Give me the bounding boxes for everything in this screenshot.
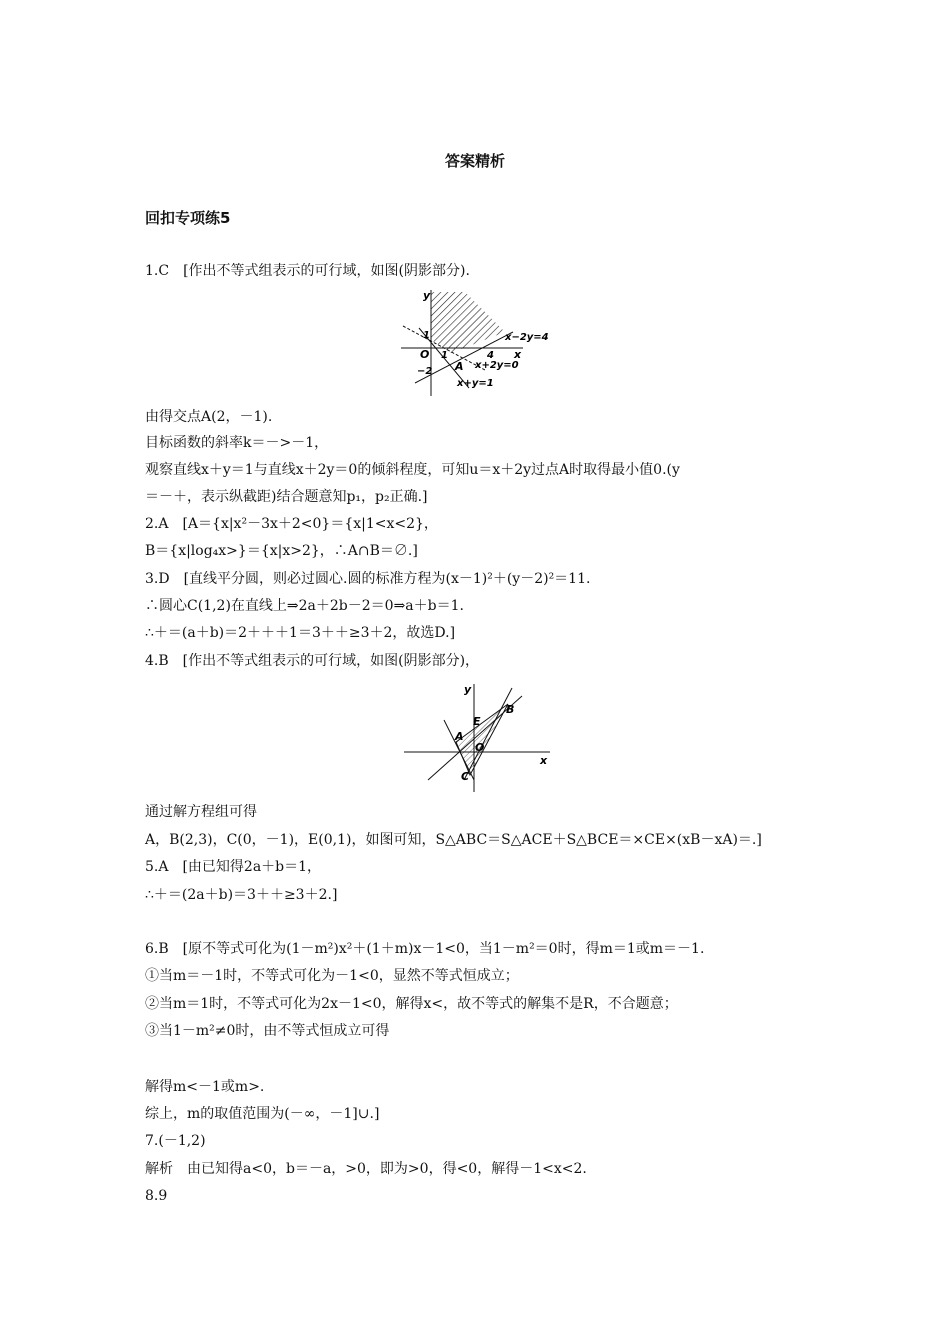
- fig2-label: x: [540, 754, 548, 767]
- text-line: ∴圆心C(1,2)在直线上⇒2a＋2b－2＝0⇒a＋b＝1.: [145, 598, 464, 614]
- figure-feasible-region-1: [395, 288, 555, 402]
- fig1-label: 1: [423, 330, 430, 341]
- text-line: ①当m＝－1时，不等式可化为－1<0，显然不等式恒成立；: [145, 968, 519, 984]
- text-line: ∴＋＝(a＋b)＝2＋＋＋1＝3＋＋≥3＋2，故选D.]: [145, 625, 456, 641]
- shaded-triangle: [456, 704, 508, 775]
- fig1-label: x: [514, 348, 522, 361]
- fig1-label: A: [455, 360, 464, 373]
- text-line: ③当1－m²≠0时，由不等式恒成立可得: [145, 1023, 390, 1039]
- fig1-label: x+y=1: [457, 378, 494, 389]
- fig2-label: O: [475, 741, 485, 754]
- text-line: 综上，m的取值范围为(－∞，－1]∪.]: [145, 1106, 380, 1122]
- text-line: 3.D [直线平分圆，则必过圆心.圆的标准方程为(x－1)²＋(y－2)²＝11.: [145, 571, 591, 587]
- fig2-label: C: [461, 770, 470, 783]
- figure-feasible-region-2: [400, 680, 560, 799]
- text-line: ∴＋＝(2a＋b)＝3＋＋≥3＋2.]: [145, 887, 338, 903]
- text-line: 由得交点A(2，－1).: [145, 409, 273, 425]
- text-line: 目标函数的斜率k＝－>－1，: [145, 435, 329, 451]
- shaded-region: [431, 292, 505, 353]
- fig1-label: y: [423, 289, 431, 302]
- fig2-label: y: [464, 683, 472, 696]
- text-line: B＝{x|log₄x>}＝{x|x>2}，∴A∩B＝∅.]: [145, 543, 418, 559]
- fig1-label: O: [420, 348, 430, 361]
- text-line: ②当m＝1时，不等式可化为2x－1<0，解得x<，故不等式的解集不是R，不合题意；: [145, 996, 678, 1012]
- text-line: 解得m<－1或m>.: [145, 1079, 265, 1095]
- text-line: 观察直线x＋y＝1与直线x＋2y＝0的倾斜程度，可知u＝x＋2y过点A时取得最小值0.(y: [145, 462, 680, 478]
- text-line: 5.A [由已知得2a＋b＝1，: [145, 859, 322, 875]
- fig1-label: x+2y=0: [475, 360, 519, 371]
- fig1-label: 1: [441, 350, 448, 361]
- text-line: A，B(2,3)，C(0，－1)，E(0,1)，如图可知，S△ABC＝S△ACE＋S△BCE＝×CE×(xB－xA)＝.]: [145, 832, 762, 848]
- text-line: ＝－＋，表示纵截距)结合题意知p₁，p₂正确.]: [145, 489, 428, 505]
- section-heading: 回扣专项练5: [145, 209, 231, 227]
- text-line: 2.A [A＝{x|x²－3x＋2<0}＝{x|1<x<2}，: [145, 516, 438, 532]
- page-title: 答案精析: [444, 152, 505, 170]
- fig1-label: x−2y=4: [505, 332, 549, 343]
- fig2-label: A: [455, 730, 464, 743]
- fig1-label: 4: [487, 350, 494, 361]
- text-line: 通过解方程组可得: [145, 804, 257, 820]
- text-line: 7.(－1,2): [145, 1133, 206, 1149]
- text-line: 4.B [作出不等式组表示的可行域，如图(阴影部分)，: [145, 653, 480, 669]
- text-line: 1.C [作出不等式组表示的可行域，如图(阴影部分).: [145, 263, 470, 279]
- text-line: 解析 由已知得a<0，b＝－a，>0，即为>0，得<0，解得－1<x<2.: [145, 1161, 587, 1177]
- fig2-label: E: [473, 715, 481, 728]
- text-line: 6.B [原不等式可化为(1－m²)x²＋(1＋m)x－1<0，当1－m²＝0时，得m＝1或m＝－1.: [145, 941, 705, 957]
- fig2-label: B: [506, 703, 515, 716]
- text-line: 8.9: [145, 1188, 168, 1204]
- fig1-label: −2: [417, 366, 433, 377]
